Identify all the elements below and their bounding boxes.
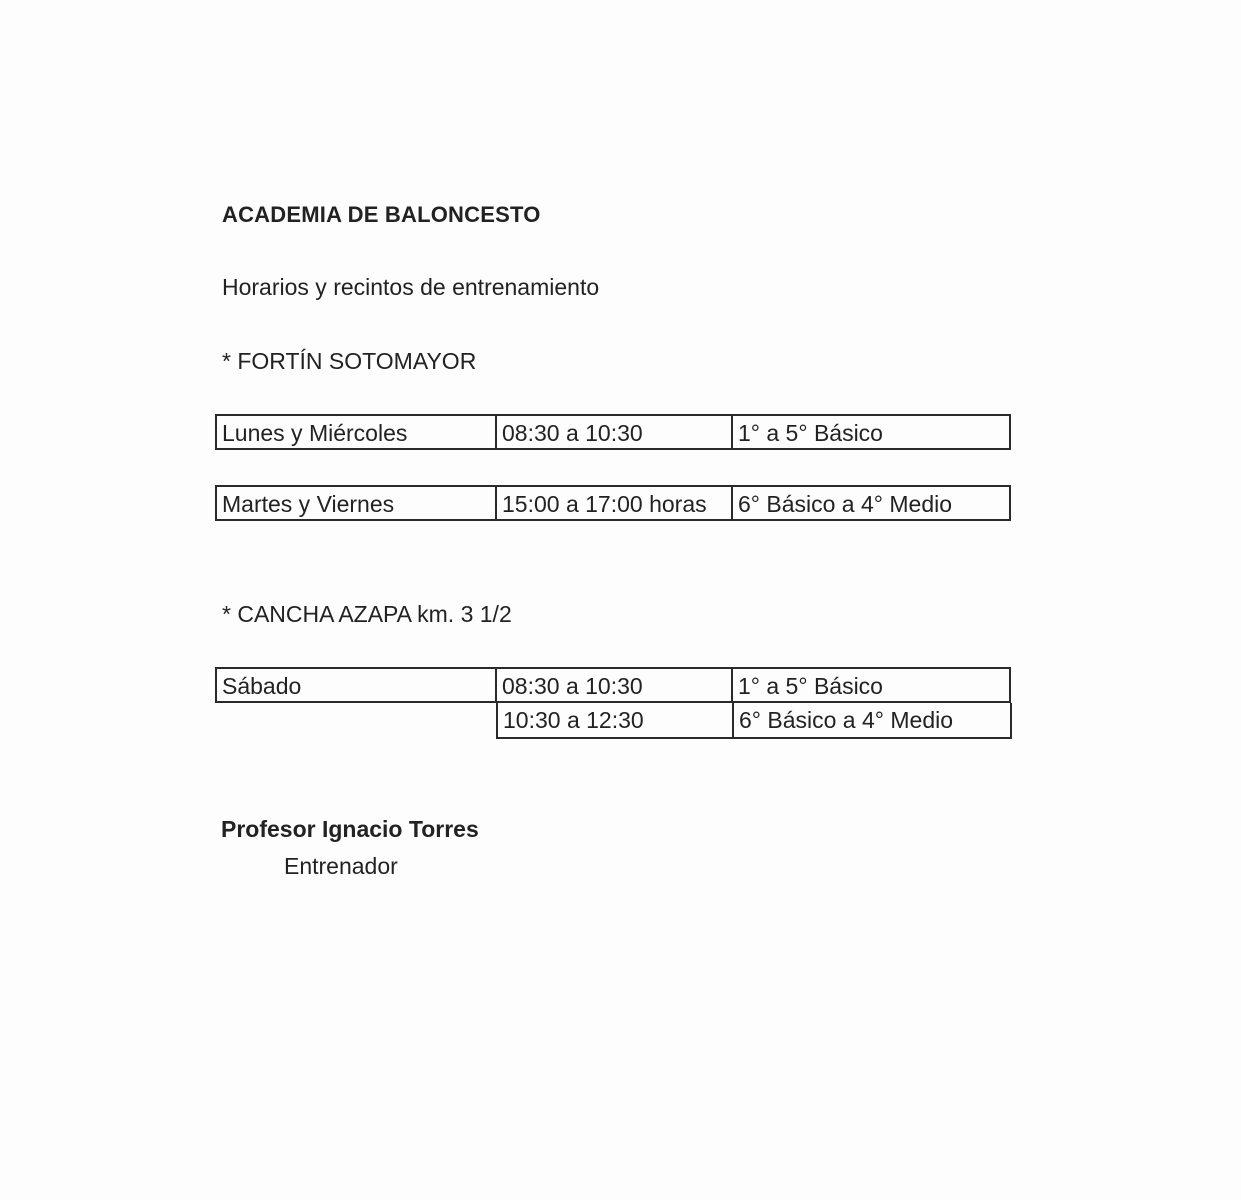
schedule-days-cell: Lunes y Miércoles (215, 414, 497, 450)
signature-name: Profesor Ignacio Torres (221, 816, 479, 842)
schedule-row (496, 703, 1012, 739)
schedule-days-cell: Martes y Viernes (215, 485, 497, 521)
schedule-row (215, 667, 1011, 703)
document-subtitle: Horarios y recintos de entrenamiento (222, 274, 600, 300)
schedule-time-cell: 08:30 a 10:30 (497, 667, 733, 703)
schedule-grades-cell: 6° Básico a 4° Medio (734, 703, 1012, 739)
schedule-time-cell: 15:00 a 17:00 horas (497, 485, 733, 521)
schedule-days-cell: Sábado (215, 667, 497, 703)
signature-role: Entrenador (284, 853, 398, 879)
schedule-grades-cell: 6° Básico a 4° Medio (733, 485, 1011, 521)
schedule-grades-cell: 1° a 5° Básico (733, 667, 1011, 703)
venue-heading-azapa: * CANCHA AZAPA km. 3 1/2 (222, 601, 512, 627)
schedule-row (215, 485, 1011, 521)
document-title: ACADEMIA DE BALONCESTO (222, 202, 541, 227)
schedule-time-cell: 10:30 a 12:30 (496, 703, 734, 739)
schedule-row (215, 414, 1011, 450)
schedule-grades-cell: 1° a 5° Básico (733, 414, 1011, 450)
venue-heading-fortin: * FORTÍN SOTOMAYOR (222, 348, 477, 374)
schedule-time-cell: 08:30 a 10:30 (497, 414, 733, 450)
